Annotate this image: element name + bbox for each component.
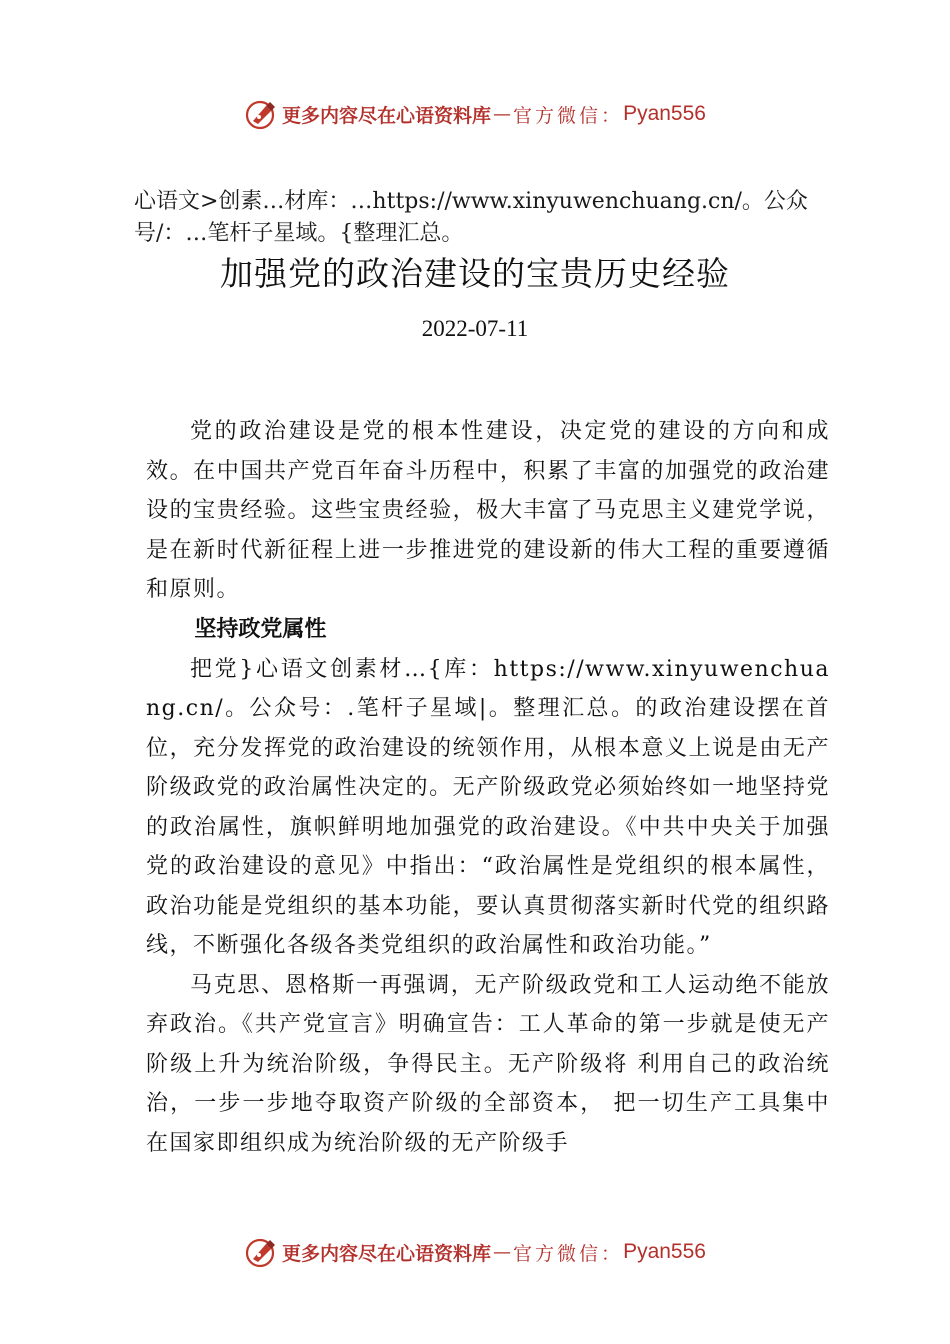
- banner-separator: —: [493, 1241, 512, 1263]
- banner-separator: —: [493, 103, 512, 125]
- wechat-label: 官方微信：: [513, 1242, 624, 1265]
- article-body: [146, 412, 830, 1163]
- brand-text: 更多内容尽在心语资料库: [282, 1242, 492, 1265]
- section-heading: 坚持政党属性: [194, 616, 327, 642]
- footer-banner: [0, 1232, 950, 1272]
- publish-date: 2022-07-11: [421, 316, 529, 341]
- wechat-id: Pyan556: [623, 1240, 706, 1263]
- wechat-id: Pyan556: [623, 102, 706, 125]
- header-banner: [0, 94, 950, 134]
- wechat-label: 官方微信：: [513, 104, 624, 127]
- paragraph-marx-engels: 马克思、恩格斯一再强调，无产阶级政党和工人运动绝不能放弃政治。《共产党宣言》明确宣告：工人革命的第一步就是使无产阶级上升为统治阶级，争得民主。无产阶级将 利用自己的政治统治，一步一步地夺取资产阶级的全部资本， 把一切生产工具集中在国家即组织成为统治阶级的无产阶级手: [146, 972, 830, 1156]
- paragraph-party-attribute: 把党}心语文创素材…{库：https://www.xinyuwenchuang.cn/。公众号：.笔杆子星域|。整理汇总。的政治建设摆在首位，充分发挥党的政治建设的统领作用，从根本意义上说是由无产阶级政党的政治属性决定的。无产阶级政党必须始终如一地坚持党的政治属性，旗帜鲜明地加强党的政治建设。《中共中央关于加强党的政治建设的意见》中指出：“政治属性是党组织的根本属性，政治功能是党组织的基本功能，要认真贯彻落实新时代党的组织路线，不断强化各级各类党组织的政治属性和政治功能。”: [146, 656, 830, 958]
- paragraph-intro: 党的政治建设是党的根本性建设，决定党的建设的方向和成效。在中国共产党百年奋斗历程中，积累了丰富的加强党的政治建设的宝贵经验。这些宝贵经验，极大丰富了马克思主义建党学说，是在新时代新征程上进一步推进党的建设新的伟大工程的重要遵循和原则。: [146, 419, 830, 602]
- pen-nib-logo-icon: [244, 97, 278, 131]
- pen-nib-logo-icon: [244, 1235, 278, 1269]
- brand-text: 更多内容尽在心语资料库: [282, 104, 492, 127]
- source-note: 心语文>创素…材库：…https://www.xinyuwenchuang.cn/。公众号/：…笔杆子星域。{整理汇总。: [134, 189, 808, 246]
- page-title: 加强党的政治建设的宝贵历史经验: [220, 254, 730, 293]
